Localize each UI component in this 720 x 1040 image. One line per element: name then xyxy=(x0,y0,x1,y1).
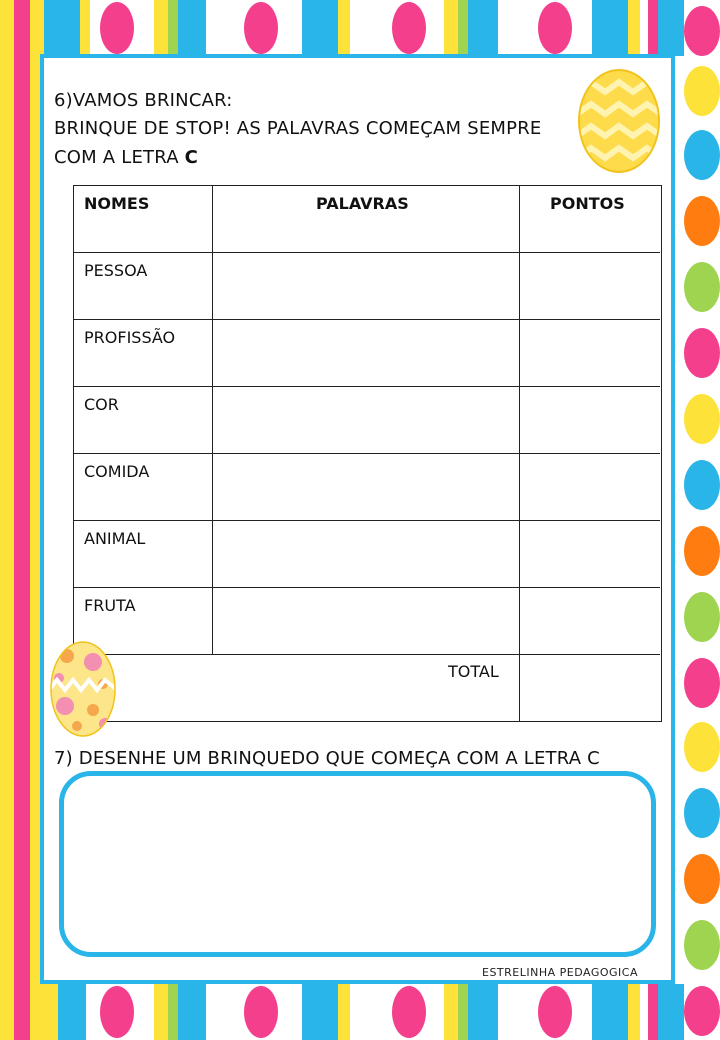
question-6-instruction-line2 xyxy=(54,147,198,168)
table-row-line xyxy=(74,587,660,588)
pink-egg-icon xyxy=(100,2,134,54)
row-label-profissao: PROFISSÃO xyxy=(84,328,176,347)
row-label-cor: COR xyxy=(84,395,119,414)
right-dot-border xyxy=(684,0,720,1040)
pink-egg-icon xyxy=(244,2,278,54)
header-pontos: PONTOS xyxy=(550,194,625,213)
letter-prefix: COM A LETRA xyxy=(54,147,185,168)
table-row-line xyxy=(74,386,660,387)
header-nomes: NOMES xyxy=(84,194,150,213)
pink-egg-icon xyxy=(244,986,278,1038)
header-palavras: PALAVRAS xyxy=(316,194,409,213)
question-6-title: 6)VAMOS BRINCAR: xyxy=(54,90,233,111)
row-label-fruta: FRUTA xyxy=(84,596,136,615)
row-label-animal: ANIMAL xyxy=(84,529,146,548)
pink-egg-icon xyxy=(538,2,572,54)
table-row-line xyxy=(74,252,660,253)
footer-credit: ESTRELINHA PEDAGOGICA xyxy=(482,966,638,979)
table-row-line xyxy=(74,319,660,320)
question-7-text: 7) DESENHE UM BRINQUEDO QUE COMEÇA COM A LETRA C xyxy=(54,748,600,769)
row-label-pessoa: PESSOA xyxy=(84,261,148,280)
bottom-decorative-band xyxy=(44,984,684,1040)
left-stripe-border xyxy=(0,0,44,1040)
table-divider xyxy=(212,186,213,654)
total-label: TOTAL xyxy=(448,662,499,681)
letter-c: C xyxy=(184,147,199,168)
top-decorative-band xyxy=(44,0,684,56)
row-label-comida: COMIDA xyxy=(84,462,150,481)
stop-game-table xyxy=(73,185,662,722)
question-6-instruction: BRINQUE DE STOP! AS PALAVRAS COMEÇAM SEMPRE xyxy=(54,118,542,139)
easter-egg-icon xyxy=(577,68,661,174)
pink-egg-icon xyxy=(538,986,572,1038)
table-row-line xyxy=(74,654,660,655)
table-row-line xyxy=(74,520,660,521)
drawing-area[interactable] xyxy=(59,771,656,957)
table-row-line xyxy=(74,453,660,454)
pink-egg-icon xyxy=(392,986,426,1038)
pink-egg-icon xyxy=(392,2,426,54)
pink-egg-icon xyxy=(100,986,134,1038)
cracked-egg-icon xyxy=(49,640,117,738)
